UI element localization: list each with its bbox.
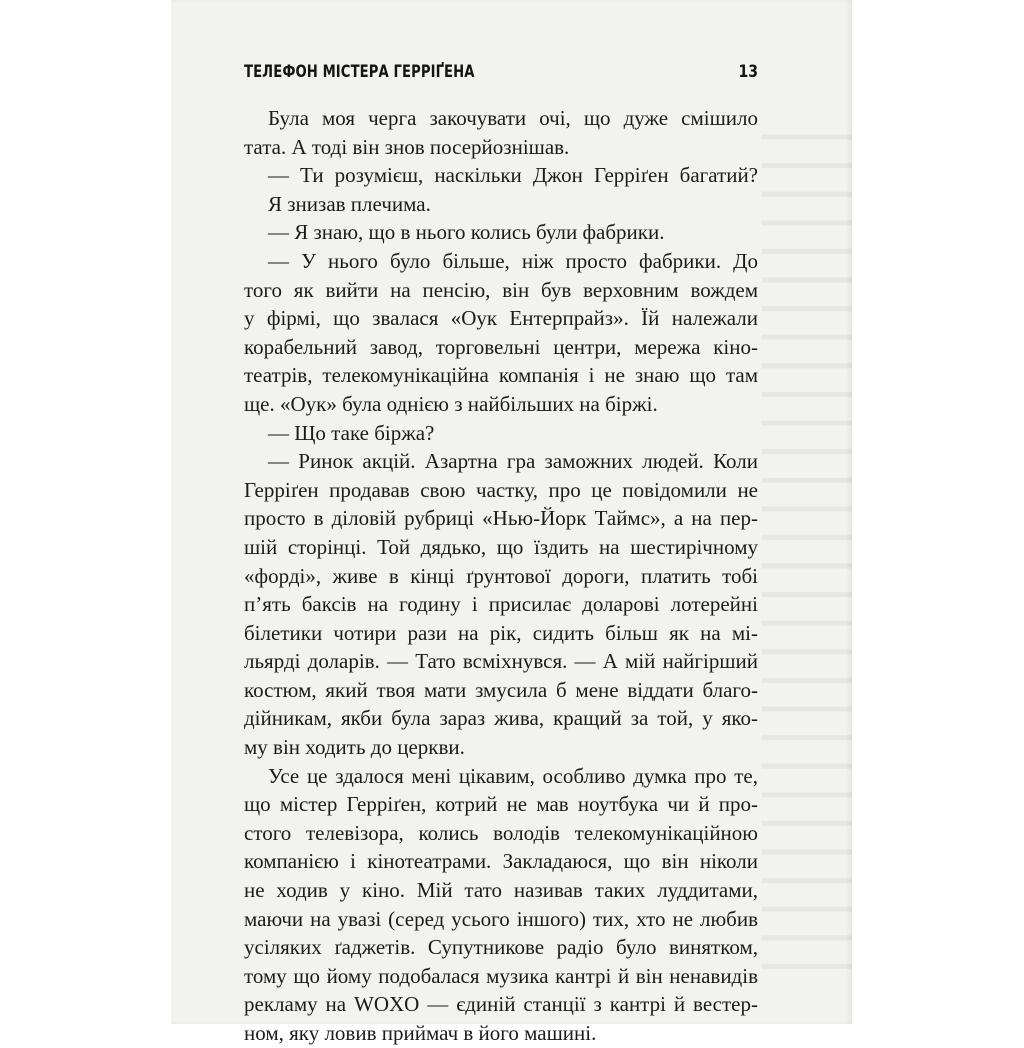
text-line: — Я знаю, що в нього колись були фабрики. xyxy=(268,220,665,245)
text-line: Була моя черга закочувати очі, що дуже смішило xyxy=(268,106,758,130)
page-header xyxy=(244,60,758,86)
text-line: що містер Герріґен, котрий не мав ноутбука чи й про- xyxy=(244,792,758,817)
text-line: костюм, який твоя мати змусила б мене віддати благо- xyxy=(244,677,758,702)
text-line: п’ять баксів на годину і присилає доларові лотерейні xyxy=(244,592,758,617)
text-line: у фірмі, що звалася «Оук Ентерпрайз». Їй належали xyxy=(244,306,758,331)
text-line: того як вийти на пенсію, він був верховним вождем xyxy=(244,277,758,302)
text-line: Герріґен продавав свою частку, про це повідомили не xyxy=(244,477,758,502)
text-line: — Ти розумієш, наскільки Джон Герріґен багатий? xyxy=(268,163,758,188)
text-line: не ходив у кіно. Мій тато називав таких луддитами, xyxy=(244,878,758,903)
text-line: ном, яку ловив приймач в його машині. xyxy=(244,1021,597,1045)
text-line: білетики чотири рази на рік, сидить більш як на мі- xyxy=(244,620,758,645)
page-number: 13 xyxy=(738,62,758,81)
text-line: театрів, телекомунікаційна компанія і не знаю що там xyxy=(244,363,758,388)
running-title: ТЕЛЕФОН МІСТЕРА ГЕРРІҐЕНА xyxy=(244,62,475,81)
text-line: шій сторінці. Той дядько, що їздить на шестирічному xyxy=(244,534,758,559)
text-line: — Що таке біржа? xyxy=(268,420,435,445)
text-line: стого телевізора, колись володів телекомунікаційною xyxy=(244,820,758,845)
text-line: льярді доларів. — Тато всміхнувся. — А мій найгірший xyxy=(244,649,758,674)
text-line: Я знизав плечима. xyxy=(268,191,431,216)
show-through-text xyxy=(762,120,852,980)
text-line: Усе це здалося мені цікавим, особливо думка про те, xyxy=(268,763,758,788)
body-text xyxy=(244,104,758,1048)
text-line: усіляких ґаджетів. Супутникове радіо було винятком, xyxy=(244,935,758,960)
text-line: — Ринок акцій. Азартна гра заможних людей. Коли xyxy=(268,449,758,474)
text-line: тому що йому подобалася музика кантрі й він ненавидів xyxy=(244,963,758,988)
text-line: компанією і кінотеатрами. Закладаюся, що він ніколи xyxy=(244,849,758,874)
text-line: тата. А тоді він знов посерйознішав. xyxy=(244,134,570,159)
text-line: — У нього було більше, ніж просто фабрики. До xyxy=(268,248,758,273)
text-line: му він ходить до церкви. xyxy=(244,735,465,760)
text-line: корабельний завод, торговельні центри, мережа кіно- xyxy=(244,334,758,359)
text-line: дійникам, якби була зараз жива, кращий за той, у яко- xyxy=(244,706,758,731)
text-line: просто в діловій рубриці «Нью-Йорк Таймс», а на пер- xyxy=(244,506,758,531)
text-line: рекламу на WOXO — єдиній станції з кантрі й вестер- xyxy=(244,992,758,1017)
text-line: «форді», живе в кінці ґрунтової дороги, платить тобі xyxy=(244,563,758,588)
text-line: маючи на увазі (серед усього іншого) тих, хто не любив xyxy=(244,906,758,931)
book-page xyxy=(171,0,852,1045)
text-line: ще. «Оук» була однією з найбільших на біржі. xyxy=(244,391,658,416)
